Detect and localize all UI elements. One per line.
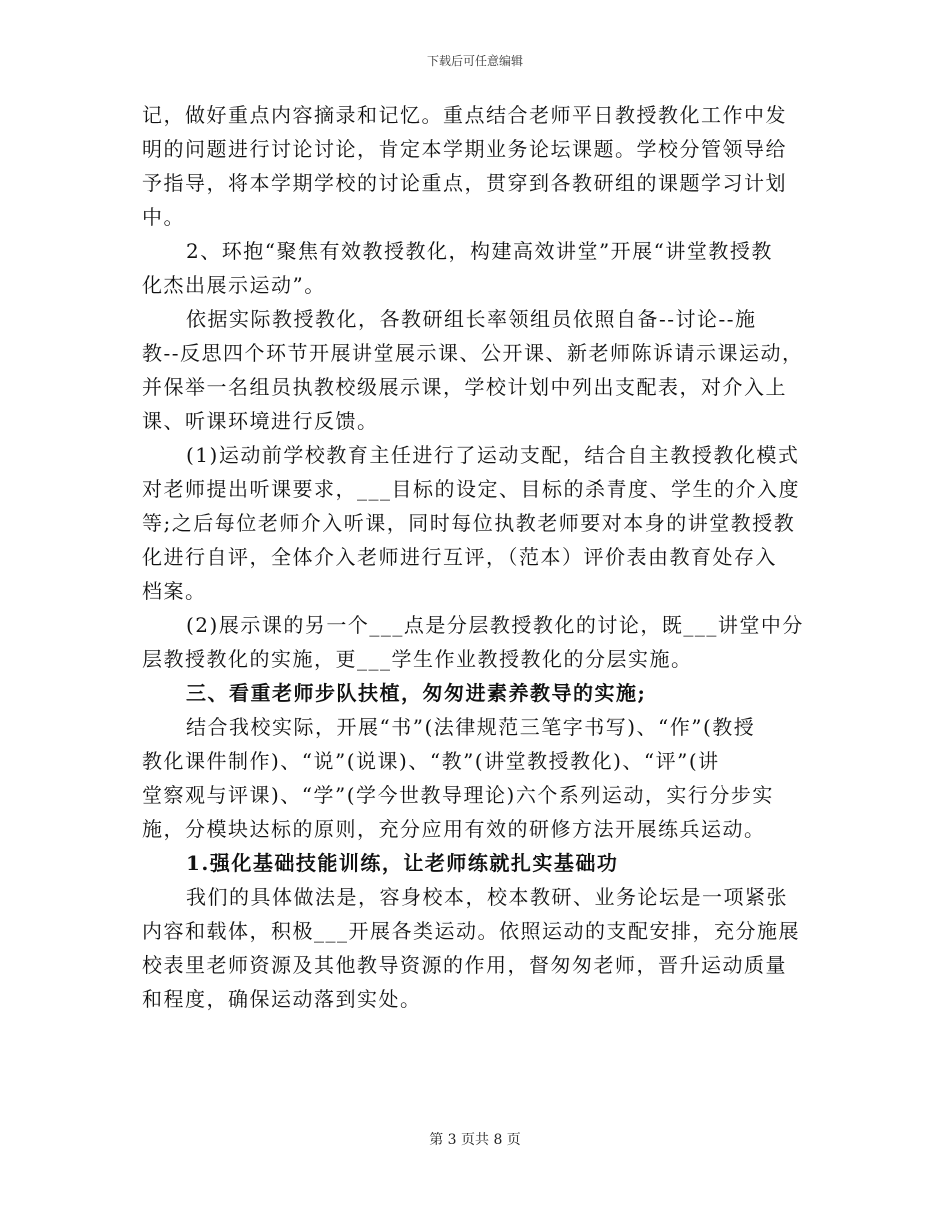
text-line: 等;之后每位老师介入听课，同时每位执教老师要对本身的讲堂教授教 [142, 511, 796, 535]
text-line: 记，做好重点内容摘录和记忆。重点结合老师平日教授教化工作中发 [142, 103, 787, 127]
text-line: 明的问题进行讨论讨论，肯定本学期业务论坛课题。学校分管领导给 [142, 137, 787, 161]
text-line: 教--反思四个环节开展讲堂展示课、公开课、新老师陈诉请示课运动， [142, 341, 804, 365]
page-footer: 第 3 页共 8 页 [429, 1132, 521, 1148]
document-body [142, 98, 810, 1016]
text-line: 施，分模块达标的原则，充分应用有效的研修方法开展练兵运动。 [142, 817, 766, 841]
text-line: 堂察观与评课)、“学”(学今世教导理论)六个系列运动，实行分步实 [142, 783, 774, 807]
text-line: (2)展示课的另一个___点是分层教授教化的讨论，既___讲堂中分 [186, 613, 804, 637]
text-line: 化进行自评，全体介入老师进行互评，（范本）评价表由教育处存入 [142, 545, 777, 569]
page-header: 下载后可任意编辑 [426, 54, 523, 68]
text-line: 和程度，确保运动落到实处。 [142, 987, 422, 1011]
text-line: 课、听课环境进行反馈。 [142, 409, 379, 433]
text-line: 层教授教化的实施，更___学生作业教授教化的分层实施。 [142, 647, 693, 671]
text-line: 档案。 [142, 579, 207, 603]
text-line: 教化课件制作)、“说”(说课)、“教”(讲堂教授教化)、“评”(讲 [142, 749, 720, 773]
text-line: 对老师提出听课要求，___目标的设定、目标的杀青度、学生的介入度 [142, 477, 800, 501]
text-line: 2、环抱“聚焦有效教授教化，构建高效讲堂”开展“讲堂教授教 [186, 239, 773, 263]
text-line: 依据实际教授教化，各教研组长率领组员依照自备--讨论--施 [186, 307, 757, 331]
text-line: 予指导，将本学期学校的讨论重点，贯穿到各教研组的课题学习计划 [142, 171, 787, 195]
text-line: 我们的具体做法是，容身校本，校本教研、业务论坛是一项紧张 [186, 885, 788, 909]
text-line: 校表里老师资源及其他教导资源的作用，督匆匆老师，晋升运动质量 [142, 953, 787, 977]
text-line: 化杰出展示运动”。 [142, 273, 326, 297]
section-heading-line: 1.强化基础技能训练，让老师练就扎实基础功 [186, 851, 619, 875]
section-heading-line: 三、看重老师步队扶植，匆匆进素养教导的实施; [186, 681, 647, 705]
text-line: 内容和载体，积极___开展各类运动。依照运动的支配安排，充分施展 [142, 919, 800, 943]
text-line: (1)运动前学校教育主任进行了运动支配，结合自主教授教化模式 [186, 443, 800, 467]
text-line: 结合我校实际，开展“书”(法律规范三笔字书写)、“作”(教授 [186, 715, 756, 739]
text-line: 并保举一名组员执教校级展示课，学校计划中列出支配表，对介入上 [142, 375, 787, 399]
text-line: 中。 [142, 205, 185, 229]
